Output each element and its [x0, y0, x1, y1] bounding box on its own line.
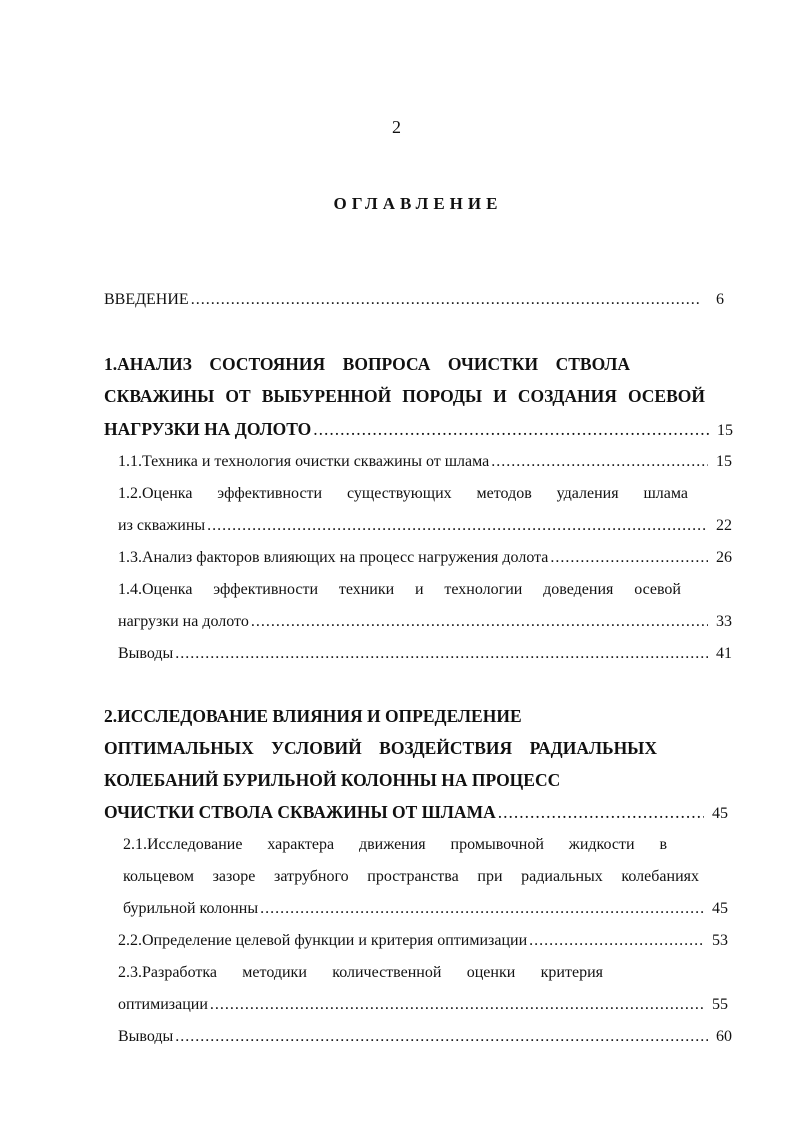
toc-leader-dots: [491, 451, 708, 473]
toc-leader-dots: [175, 1026, 708, 1048]
toc-entry-text: бурильной колонны: [123, 900, 259, 917]
toc-leader-dots: [175, 643, 708, 665]
toc-entry-text: ОЧИСТКИ СТВОЛА СКВАЖИНЫ ОТ ШЛАМА: [104, 802, 496, 822]
toc-entry-chapter2[interactable]: [104, 801, 728, 823]
toc-entry-1-3[interactable]: [118, 547, 732, 569]
toc-entry-2-1-line2[interactable]: кольцевом зазоре затрубного пространства при радиальных колебаниях: [123, 868, 699, 885]
toc-entry-text: ВВЕДЕНИЕ: [104, 291, 189, 308]
toc-entry-2-2[interactable]: [118, 930, 728, 952]
page-number: 2: [392, 117, 401, 137]
toc-entry-page: 53: [712, 932, 728, 949]
toc-entry-page: 55: [712, 996, 728, 1013]
chapter1-title-line2[interactable]: СКВАЖИНЫ ОТ ВЫБУРЕННОЙ ПОРОДЫ И СОЗДАНИЯ ОСЕВОЙ: [104, 386, 705, 406]
toc-leader-dots: [529, 930, 704, 952]
toc-entry-page: 45: [712, 900, 728, 917]
toc-leader-dots: [313, 418, 709, 440]
toc-entry-1-2[interactable]: [118, 515, 732, 537]
toc-entry-chapter1[interactable]: [104, 418, 733, 440]
toc-entry-text: 1.1.Техника и технология очистки скважины от шлама: [118, 453, 490, 470]
toc-entry-2-3[interactable]: [118, 994, 728, 1016]
toc-leader-dots: [210, 994, 704, 1016]
toc-entry-1-conclusions[interactable]: [118, 643, 732, 665]
toc-entry-text: из скважины: [118, 517, 206, 534]
toc-entry-text: НАГРУЗКИ НА ДОЛОТО: [104, 419, 312, 439]
toc-entry-text: Выводы: [118, 645, 174, 662]
chapter2-title-line2[interactable]: ОПТИМАЛЬНЫХ УСЛОВИЙ ВОЗДЕЙСТВИЯ РАДИАЛЬНЫХ: [104, 738, 657, 758]
toc-leader-dots: [207, 515, 708, 537]
toc-entry-page: 15: [716, 453, 732, 470]
toc-leader-dots: [191, 289, 700, 311]
toc-leader-dots: [550, 547, 708, 569]
toc-entry-2-conclusions[interactable]: [118, 1026, 732, 1048]
toc-entry-page: 6: [716, 291, 724, 308]
toc-entry-text: 2.2.Определение целевой функции и критерия оптимизации: [118, 932, 528, 949]
toc-entry-page: 60: [716, 1028, 732, 1045]
toc-entry-page: 41: [716, 645, 732, 662]
toc-entry-text: оптимизации: [118, 996, 208, 1013]
toc-entry-text: 1.3.Анализ факторов влияющих на процесс нагружения долота: [118, 549, 549, 566]
toc-entry-text: нагрузки на долото: [118, 613, 249, 630]
toc-entry-text: Выводы: [118, 1028, 174, 1045]
toc-entry-2-1-line1[interactable]: 2.1.Исследование характера движения промывочной жидкости в: [123, 836, 667, 853]
chapter2-title-line1[interactable]: 2.ИССЛЕДОВАНИЕ ВЛИЯНИЯ И ОПРЕДЕЛЕНИЕ: [104, 706, 522, 726]
chapter2-title-line3[interactable]: КОЛЕБАНИЙ БУРИЛЬНОЙ КОЛОННЫ НА ПРОЦЕСС: [104, 770, 561, 790]
toc-heading: ОГЛАВЛЕНИЕ: [333, 194, 503, 213]
toc-leader-dots: [260, 898, 704, 920]
toc-leader-dots: [251, 611, 708, 633]
toc-entry-page: 15: [717, 422, 733, 439]
toc-entry-2-3-line1[interactable]: 2.3.Разработка методики количественной оценки критерия: [118, 964, 603, 981]
toc-entry-page: 33: [716, 613, 732, 630]
toc-entry-page: 22: [716, 517, 732, 534]
toc-entry-page: 45: [712, 805, 728, 822]
toc-entry-2-1[interactable]: [123, 898, 728, 920]
toc-entry-page: 26: [716, 549, 732, 566]
toc-entry-intro[interactable]: [104, 289, 724, 311]
toc-entry-1-1[interactable]: [118, 451, 732, 473]
toc-entry-1-2-line1[interactable]: 1.2.Оценка эффективности существующих методов удаления шлама: [118, 485, 688, 502]
toc-leader-dots: [498, 801, 704, 823]
toc-entry-1-4-line1[interactable]: 1.4.Оценка эффективности техники и технологии доведения осевой: [118, 581, 681, 598]
chapter1-title-line1[interactable]: 1.АНАЛИЗ СОСТОЯНИЯ ВОПРОСА ОЧИСТКИ СТВОЛА: [104, 354, 630, 374]
toc-entry-1-4[interactable]: [118, 611, 732, 633]
